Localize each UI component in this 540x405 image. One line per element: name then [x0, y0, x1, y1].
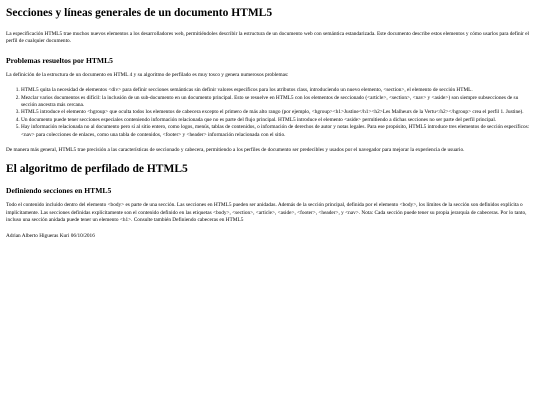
list-item: 1. HTML5 quita la necesidad de elementos <div> para definir secciones semánticas sin definir valores específicos para los atributos class, introduciendo un nuevo elemento, <section>, el elemento de sección HTML. — [21, 87, 534, 94]
defining-sections-paragraph: Todo el contenido incluido dentro del elemento <body> es parte de una sección. Las secciones en HTML5 pueden ser anidadas. Además de la sección principal, definida por el elemento <body>, los límites de la sección son definidos explícita o implícitamente. Las secciones definidas explícitamente son el contenido definido en las etiquetas <body>, <section>, <article>, <aside>, <footer>, <header>, y <nav>. Nota: Cada sección puede tener su propia jerarquía de cabeceras. Por lo tanto, incluso una sección anidada puede tener un elemento <h1>. Consulte también Definiendo cabeceras en HTML5 — [6, 202, 527, 224]
section-heading-problems: Problemas resueltos por HTML5 — [6, 55, 113, 65]
list-item: 4. Un documento puede tener secciones especiales conteniendo información relacionada que no es parte del flujo principal. HTML5 introduce el elemento <aside> permitiendo a dichas secciones no ser parte del perfil principal. — [21, 117, 534, 124]
page-title: Secciones y líneas generales de un documento HTML5 — [6, 7, 273, 19]
list-item: 5. Hay información relacionada no al documento pero sí al sitio entero, como logos, menús, tablas de contenidos, o información de derechos de autor y notas legales. Para ese propósito, HTML5 introduce tres elementos de sección específicos: <nav> para colecciones de enlaces, como una tabla de contenidos, <footer> y <header> información relacionada con el sitio. — [21, 124, 534, 139]
subsection-heading-defining-sections: Definiendo secciones en HTML5 — [6, 186, 112, 196]
intro-paragraph: La especificación HTML5 trae muchos nuevos elementos a los desarrolladores web, permitiéndoles describir la estructura de un documento web con semántica estandarizada. Este documento describe estos elementos y cómo usarlos para definir el perfil de cualquier documento. — [6, 31, 530, 45]
problems-lead-paragraph: La definición de la estructura de un documento en HTML 4 y su algoritmo de perfilado es muy tosco y genera numerosos problemas: — [6, 71, 289, 78]
author-signature: Adrian Alberto Higueras Kuri 06/10/2016 — [6, 232, 95, 239]
problems-closing-paragraph: De manera más general, HTML5 trae precisión a las características de seccionado y cabecera, permitiendo a los perfiles de documento ser predecibles y usados por el navegador para mejorar la experiencia de usuario. — [6, 147, 465, 154]
list-item: 3. HTML5 introduce el elemento <hgroup> que oculta todos los elementos de cabecera excepto el primero de más alto rango (por ejemplo, <hgroup><h1>Justine</h1><h2>Les Malheurs de la Vertu</h2></hgroup> crea el perfil 1. Justine). — [21, 109, 534, 116]
section-heading-algorithm: El algoritmo de perfilado de HTML5 — [6, 163, 188, 176]
list-item: 2. Mezclar varios documentos es difícil: la inclusión de un sub-documento en un documento principal. Esto se resuelve en HTML5 con los elementos de seccionado (<article>, <section>, <nav> y <aside>) son siempre subsecciones de su sección ancestra más cercana. — [21, 95, 534, 110]
problems-list — [6, 87, 534, 139]
